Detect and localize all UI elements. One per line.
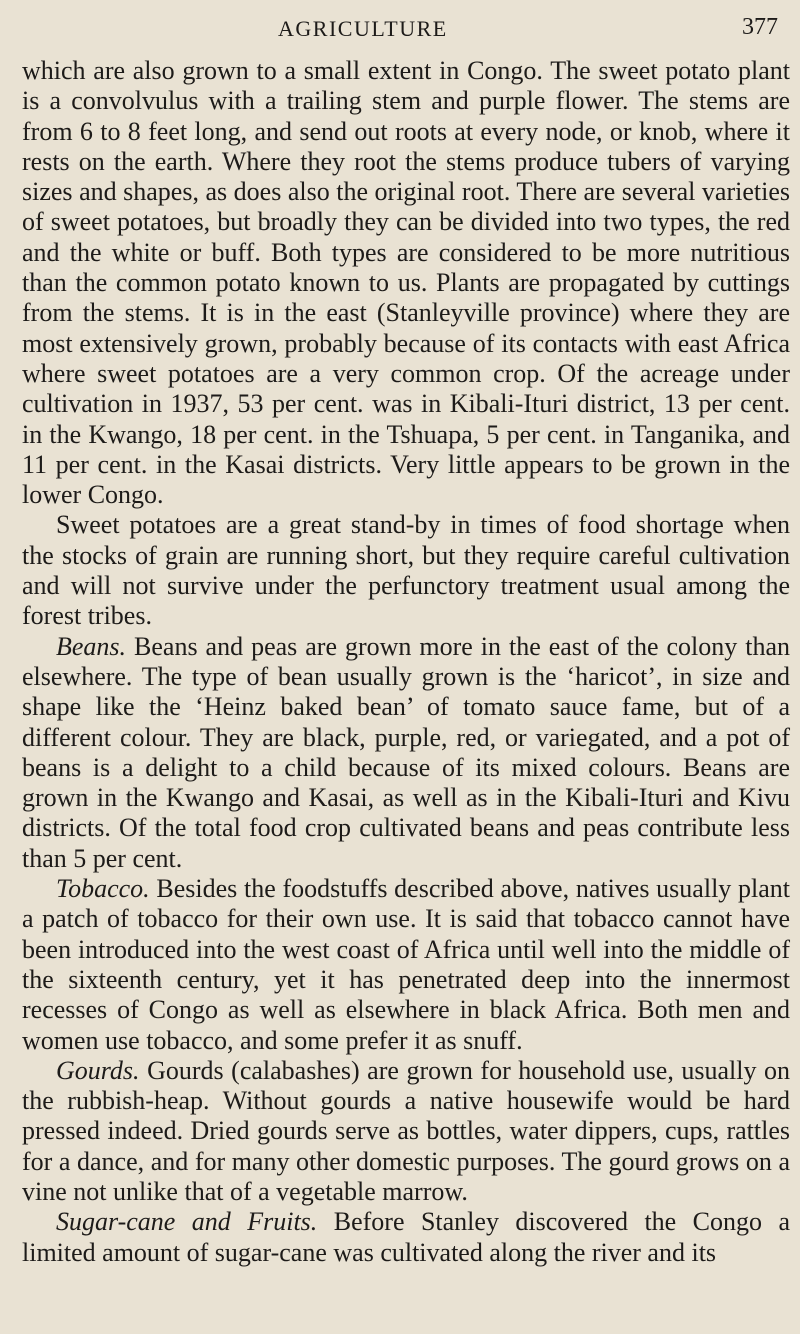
paragraph-sweet-potato xyxy=(22,56,790,510)
paragraph-text: Sweet potatoes are a great stand-by in times of food shortage when the stocks of grain are running short, but they require careful cultivation and will not survive under the perfunctory treatment usual among the forest tribes. xyxy=(22,510,790,631)
run-in-heading: Gourds. xyxy=(56,1055,140,1085)
running-head xyxy=(22,6,790,56)
running-title: AGRICULTURE xyxy=(278,16,448,41)
page-number: 377 xyxy=(742,14,778,40)
paragraph-text: Before Stanley discovered the Congo a limited amount of sugar-cane was cultivated along the river and its xyxy=(22,1207,791,1267)
paragraph-tobacco xyxy=(22,874,790,1056)
paragraph-text: Besides the foodstuffs described above, natives usually plant a patch of tobacco for their own use. It is said that tobacco cannot have been introduced into the west coast of Africa until well into the middle of the sixteenth century, yet it has penetrated deep into the innermost recesses of Congo as well as elsewhere in black Africa. Both men and women use tobacco, and some prefer it as snuff. xyxy=(22,874,790,1055)
run-in-heading: Beans. xyxy=(56,631,127,661)
paragraph-sugar-cane xyxy=(22,1207,790,1268)
run-in-heading: Tobacco. xyxy=(56,874,150,904)
paragraph-text: Beans and peas are grown more in the east of the colony than elsewhere. The type of bean usually grown is the ‘haricot’, in size and shape like the ‘Heinz baked bean’ of tomato sauce fame, but of a different colour. They are black, purple, red, or variegated, and a pot of beans is a delight to a child because of its mixed colours. Beans are grown in the Kwango and Kasai, as well as in the Kibali-Ituri and Kivu districts. Of the total food crop cultivated beans and peas contribute less than 5 per cent. xyxy=(22,631,791,873)
paragraph-gourds xyxy=(22,1056,790,1207)
paragraph-beans xyxy=(22,632,790,874)
body-text xyxy=(22,56,790,1268)
run-in-heading: Sugar-cane and Fruits. xyxy=(56,1207,318,1237)
paragraph-text: which are also grown to a small extent in Congo. The sweet potato plant is a convolvulus with a trailing stem and purple flower. The stems are from 6 to 8 feet long, and send out roots at every node, or knob, where it rests on the earth. Where they root the stems produce tubers of varying sizes and shapes, as does also the original root. There are several varieties of sweet potatoes, but broadly they can be divided into two types, the red and the white or buff. Both types are considered to be more nutritious than the common potato known to us. Plants are propagated by cuttings from the stems. It is in the east (Stanleyville province) where they are most extensively grown, probably because of its contacts with east Africa where sweet potatoes are a very common crop. Of the acreage under cultivation in 1937, 53 per cent. was in Kibali-Ituri district, 13 per cent. in the Kwango, 18 per cent. in the Tshuapa, 5 per cent. in Tanganika, and 11 per cent. in the Kasai districts. Very little appears to be grown in the lower Congo. xyxy=(22,56,790,510)
paragraph-sweet-potato-standby xyxy=(22,510,790,631)
paragraph-text: Gourds (calabashes) are grown for household use, usually on the rubbish-heap. Without gourds a native housewife would be hard pressed indeed. Dried gourds serve as bottles, water dippers, cups, rattles for a dance, and for many other domestic purposes. The gourd grows on a vine not unlike that of a vegetable marrow. xyxy=(22,1055,790,1206)
